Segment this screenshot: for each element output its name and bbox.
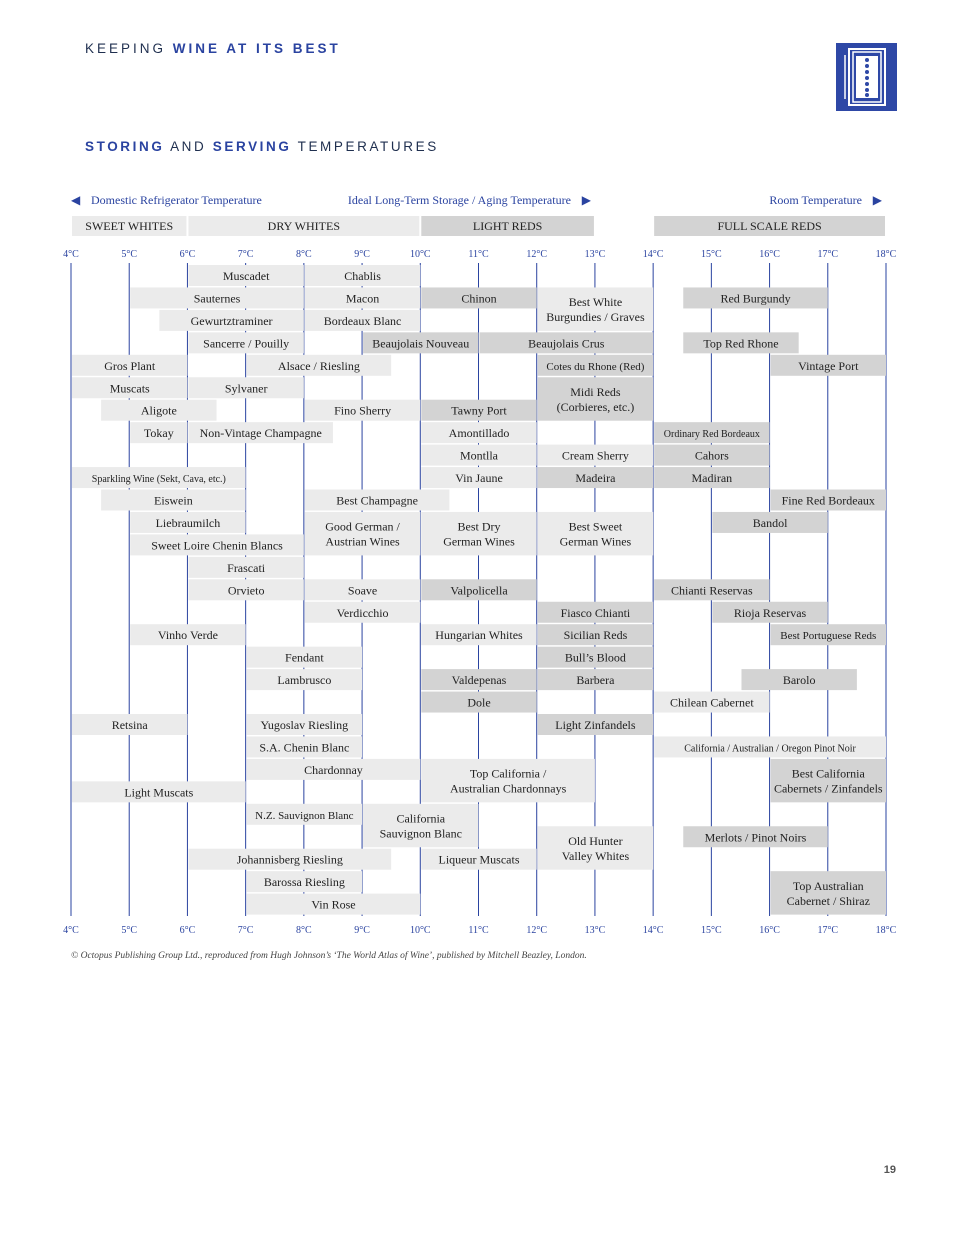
wine-label: Macon (345, 291, 380, 306)
wine-label: Muscats (109, 381, 150, 396)
wine-label: Aligote (140, 403, 177, 418)
tick-label-top: 4°C (63, 249, 79, 260)
tick-label-bottom: 18°C (875, 925, 897, 936)
wine-label: Cream Sherry (561, 448, 629, 463)
header-highlight: WINE AT ITS BEST (172, 41, 341, 56)
wine-label: Non-Vintage Champagne (199, 426, 322, 441)
tick-label-top: 5°C (121, 249, 138, 260)
tick-label-bottom: 16°C (759, 925, 780, 936)
wine-label: Gros Plant (104, 358, 156, 373)
wine-label: Best Champagne (336, 493, 418, 508)
wine-label: Light Zinfandels (555, 718, 636, 732)
header-prefix: KEEPING (85, 41, 167, 56)
category-label: LIGHT REDS (472, 219, 543, 233)
wine-label: Orvieto (227, 583, 265, 598)
wine-label: Madiran (691, 471, 733, 486)
wine-label: Beaujolais Crus (528, 336, 605, 351)
credit-line: © Octopus Publishing Group Ltd., reproduced from Hugh Johnson’s ‘The World Atlas of Wine’, published by Mitchell Beazley, London. (71, 951, 587, 961)
wine-label: Sparkling Wine (Sekt, Cava, etc.) (91, 474, 226, 486)
tick-label-top: 11°C (468, 249, 489, 260)
wine-label: Tokay (143, 426, 174, 441)
tick-label-top: 12°C (526, 249, 548, 260)
wine-label: Liqueur Muscats (438, 852, 520, 867)
wine-label: Fiasco Chianti (560, 605, 631, 620)
wine-label: Bordeaux Blanc (323, 313, 402, 328)
tick-label-bottom: 6°C (179, 925, 196, 936)
wine-label: Top Red Rhone (703, 336, 779, 351)
wine-label: Dole (467, 695, 491, 710)
tick-label-top: 10°C (409, 249, 431, 260)
wine-label: California Sauvignon Blanc (379, 811, 462, 841)
section-title-serving: SERVING (212, 139, 292, 154)
wine-label: Johannisberg Riesling (236, 852, 343, 867)
section-title-storing: STORING (85, 139, 165, 154)
wine-label: California / Australian / Oregon Pinot Noir (684, 743, 856, 755)
wine-bar (421, 759, 595, 802)
wine-label: Hungarian Whites (435, 628, 523, 643)
tick-label-top: 15°C (701, 249, 722, 260)
wine-label: Bull’s Blood (564, 650, 626, 665)
page-number: 19 (883, 1164, 896, 1176)
wine-label: Beaujolais Nouveau (372, 336, 470, 351)
tick-label-top: 16°C (759, 249, 780, 260)
wine-label: Barossa Riesling (263, 875, 345, 890)
category-label: FULL SCALE REDS (717, 219, 822, 233)
wine-label: Rioja Reservas (733, 605, 807, 620)
wine-label: Fino Sherry (334, 403, 392, 418)
wine-label: Merlots / Pinot Noirs (704, 830, 807, 845)
zone-label: Domestic Refrigerator Temperature (91, 193, 262, 207)
wine-label: Eiswein (154, 493, 193, 508)
wine-label: Sancerre / Pouilly (203, 336, 290, 351)
wine-label: Good German / Austrian Wines (325, 519, 400, 549)
tick-label-top: 8°C (296, 249, 312, 260)
wine-label: Montlla (460, 448, 498, 463)
wine-label: Frascati (227, 560, 266, 575)
tick-label-top: 14°C (642, 249, 664, 260)
category-label: SWEET WHITES (85, 219, 174, 233)
wine-label: Tawny Port (451, 403, 507, 418)
wine-label: Muscadet (222, 269, 270, 283)
tick-label-top: 6°C (179, 249, 196, 260)
wine-label: Fine Red Bordeaux (781, 493, 875, 508)
wine-label: Chilean Cabernet (670, 695, 754, 710)
wine-label: Best Dry German Wines (443, 519, 515, 549)
tick-label-bottom: 4°C (63, 925, 79, 936)
zone-arrow-left-icon: ◀ (71, 193, 81, 207)
wine-label: Sylvaner (224, 381, 268, 396)
tick-label-top: 13°C (584, 249, 606, 260)
wine-label: Cotes du Rhone (Red) (546, 360, 645, 373)
wine-label: Cahors (694, 448, 729, 463)
tick-label-bottom: 10°C (409, 925, 431, 936)
wine-label: Barbera (576, 673, 615, 688)
wine-label: Liebraumilch (155, 515, 221, 530)
wine-label: Valdepenas (451, 673, 507, 688)
tick-label-bottom: 7°C (237, 925, 254, 936)
wine-label: Gewurtztraminer (190, 313, 273, 328)
zone-label: Room Temperature (769, 193, 862, 207)
tick-label-bottom: 13°C (584, 925, 606, 936)
tick-label-bottom: 5°C (121, 925, 138, 936)
wine-label: Bandol (752, 515, 788, 530)
wine-label: N.Z. Sauvignon Blanc (255, 809, 354, 822)
wine-label: S.A. Chenin Blanc (259, 740, 350, 755)
wine-label: Sweet Loire Chenin Blancs (151, 538, 283, 553)
tick-label-bottom: 17°C (817, 925, 839, 936)
tick-label-top: 17°C (817, 249, 839, 260)
wine-label: Chardonnay (304, 762, 363, 777)
wine-label: Sauternes (193, 291, 241, 306)
wine-label: Fendant (285, 650, 324, 665)
tick-label-top: 18°C (875, 249, 897, 260)
wine-label: Sicilian Reds (563, 628, 628, 643)
zone-label: Ideal Long-Term Storage / Aging Temperature (347, 193, 571, 207)
wine-label: Madeira (575, 471, 616, 486)
wine-label: Top Australian Cabernet / Shiraz (786, 878, 870, 908)
wine-bar (771, 759, 886, 802)
wine-label: Red Burgundy (720, 291, 791, 306)
wine-label: Alsace / Riesling (277, 358, 360, 373)
category-label: DRY WHITES (267, 219, 341, 233)
tick-label-bottom: 8°C (296, 925, 312, 936)
wine-label: Best Sweet German Wines (559, 519, 632, 549)
wine-label: Ordinary Red Bordeaux (663, 429, 760, 441)
wine-label: Chinon (461, 291, 497, 306)
tick-label-bottom: 11°C (468, 925, 489, 936)
wine-label: Vinho Verde (157, 628, 218, 643)
tick-label-bottom: 14°C (642, 925, 664, 936)
wine-label: Best California Cabernets / Zinfandels (773, 766, 883, 796)
tick-label-top: 9°C (354, 249, 370, 260)
wine-label: Soave (347, 583, 378, 598)
tick-label-bottom: 9°C (354, 925, 370, 936)
wine-label: Yugoslav Riesling (260, 718, 349, 732)
wine-label: Vin Rose (311, 897, 356, 912)
section-title-and: AND (170, 139, 207, 154)
tick-label-bottom: 15°C (701, 925, 722, 936)
wine-label: Light Muscats (124, 785, 194, 800)
wine-label: Best Portuguese Reds (780, 630, 877, 643)
wine-label: Vin Jaune (455, 471, 503, 486)
wine-bar (771, 871, 886, 914)
wine-label: Retsina (111, 718, 148, 732)
wine-label: Top California / Australian Chardonnays (449, 766, 567, 796)
wine-label: Barolo (782, 673, 816, 688)
wine-label: Lambrusco (277, 673, 332, 688)
section-title-temperatures: TEMPERATURES (297, 139, 439, 154)
zone-arrow-right-icon: ▶ (872, 193, 882, 207)
wine-label: Amontillado (448, 426, 510, 441)
wine-label: Verdicchio (336, 605, 389, 620)
zone-arrow-right-icon: ▶ (581, 193, 591, 207)
wine-label: Old Hunter Valley Whites (561, 833, 630, 863)
tick-label-bottom: 12°C (526, 925, 548, 936)
wine-label: Chianti Reservas (671, 583, 753, 598)
wine-label: Vintage Port (798, 358, 859, 373)
wine-label: Midi Reds (Corbieres, etc.) (556, 384, 635, 414)
wine-label: Best White Burgundies / Graves (546, 295, 645, 325)
wine-label: Valpolicella (450, 583, 508, 598)
tick-label-top: 7°C (237, 249, 254, 260)
wine-label: Chablis (344, 269, 381, 283)
